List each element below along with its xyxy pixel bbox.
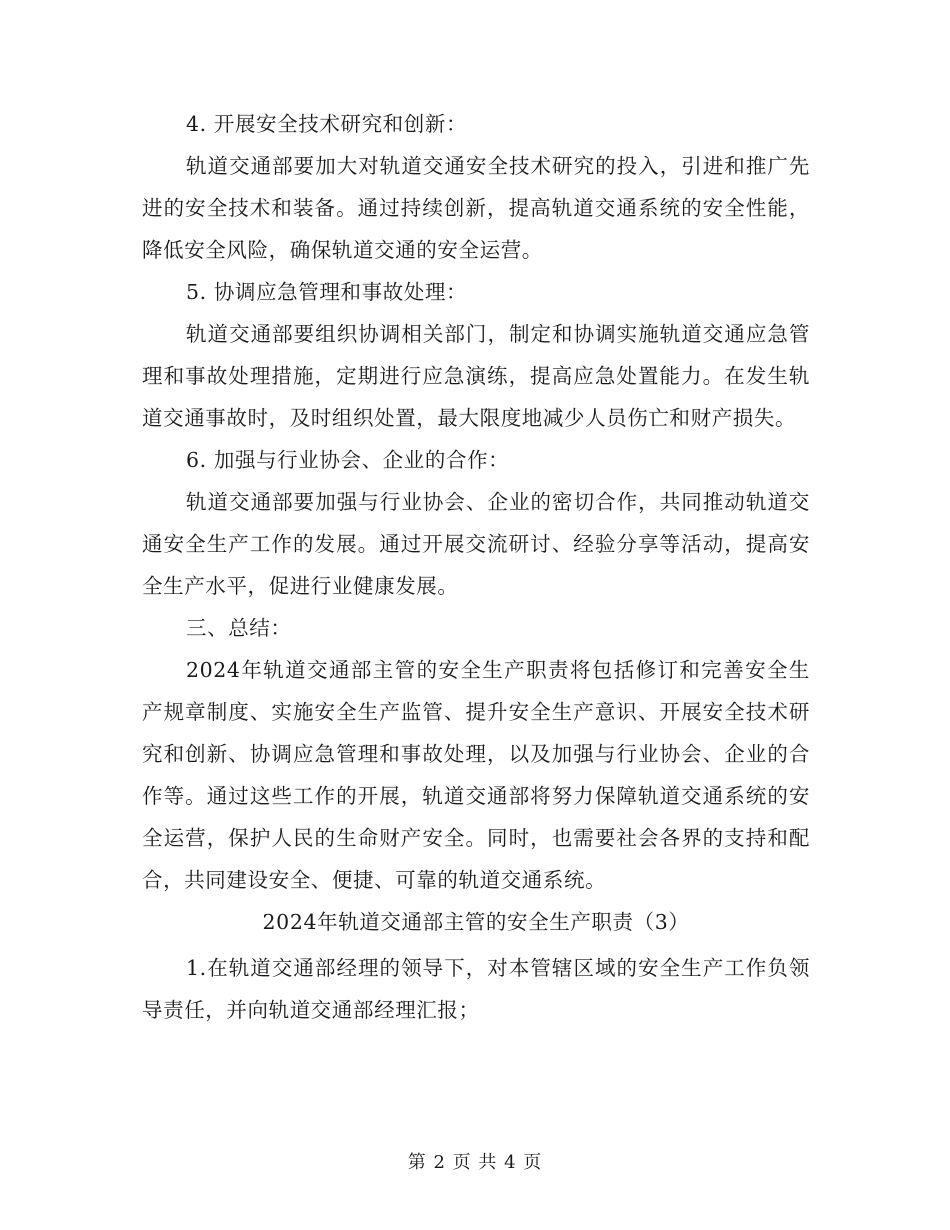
- document-3-title: 2024年轨道交通部主管的安全生产职责（3）: [262, 910, 690, 934]
- section-5-body: 轨道交通部要组织协调相关部门，制定和协调实施轨道交通应急管理和事故处理措施，定期进行应急演练，提高应急处置能力。在发生轨道交通事故时，及时组织处置，最大限度地减少人员伤亡和财产损失。: [142, 322, 810, 430]
- summary-body: 2024年轨道交通部主管的安全生产职责将包括修订和完善安全生产规章制度、实施安全生产监管、提升安全生产意识、开展安全技术研究和创新、协调应急管理和事故处理，以及加强与行业协会、企业的合作等。通过这些工作的开展，轨道交通部将努力保障轨道交通系统的安全运营，保护人民的生命财产安全。同时，也需要社会各界的支持和配合，共同建设安全、便捷、可靠的轨道交通系统。: [142, 658, 810, 892]
- section-4-body: 轨道交通部要加大对轨道交通安全技术研究的投入，引进和推广先进的安全技术和装备。通过持续创新，提高轨道交通系统的安全性能，降低安全风险，确保轨道交通的安全运营。: [142, 154, 810, 262]
- section-6-heading: 6. 加强与行业协会、企业的合作：: [186, 448, 510, 472]
- document-body: [142, 103, 810, 1031]
- summary-heading: 三、总结：: [186, 616, 292, 640]
- page-number-footer: 第 2 页 共 4 页: [407, 1152, 543, 1173]
- section-4-heading: 4. 开展安全技术研究和创新：: [186, 112, 468, 136]
- section-6-body: 轨道交通部要加强与行业协会、企业的密切合作，共同推动轨道交通安全生产工作的发展。通过开展交流研讨、经验分享等活动，提高安全生产水平，促进行业健康发展。: [142, 490, 810, 598]
- document-3-item-1: 1.在轨道交通部经理的领导下，对本管辖区域的安全生产工作负领导责任，并向轨道交通部经理汇报；: [142, 956, 810, 1022]
- section-5-heading: 5. 协调应急管理和事故处理：: [186, 280, 468, 304]
